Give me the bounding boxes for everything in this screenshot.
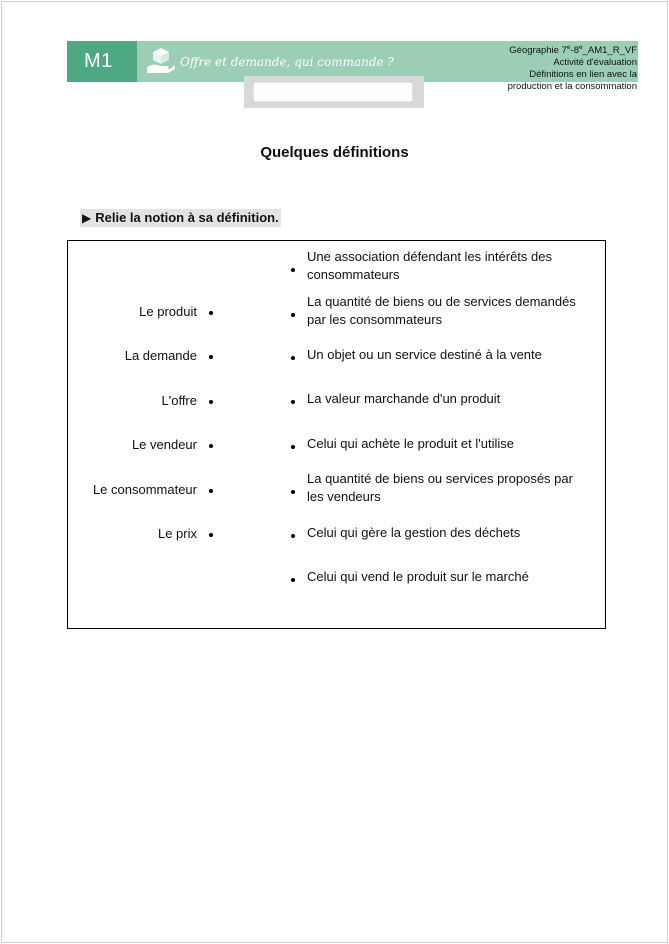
definition-gestion-dechets: Celui qui gère la gestion des déchets xyxy=(307,525,521,540)
definition-quantite-proposee: La quantité de biens ou services proposés par les vendeurs xyxy=(307,471,573,504)
definition-dot[interactable] xyxy=(291,534,295,538)
page-title: Quelques définitions xyxy=(260,144,409,161)
definition-dot[interactable] xyxy=(291,445,295,449)
definition-dot[interactable] xyxy=(291,400,295,404)
definition-dot[interactable] xyxy=(291,268,295,272)
notion-prix: Le prix xyxy=(157,526,197,541)
meta-activity: Activité d'évaluation xyxy=(553,57,637,69)
notion-dot[interactable] xyxy=(209,444,213,448)
name-field xyxy=(252,81,414,103)
definition-vend-marche: Celui qui vend le produit sur le marché xyxy=(307,569,529,584)
definition-dot[interactable] xyxy=(291,313,295,317)
definition-objet-service: Un objet ou un service destiné à la vente xyxy=(307,347,542,362)
notion-consommateur: Le consommateur xyxy=(92,482,197,497)
notion-dot[interactable] xyxy=(209,400,213,404)
instruction xyxy=(80,209,281,227)
notion-offre: L'offre xyxy=(161,393,197,408)
meta-topic-2: production et la consommation xyxy=(507,81,637,93)
cube-hand-icon xyxy=(146,46,176,74)
definition-quantite-demandee: La quantité de biens ou de services demandés par les consommateurs xyxy=(307,294,576,327)
definition-dot[interactable] xyxy=(291,578,295,582)
meta-topic-1: Définitions en lien avec la xyxy=(529,69,637,81)
notion-dot[interactable] xyxy=(209,533,213,537)
document-meta xyxy=(508,42,637,93)
notion-demande: La demande xyxy=(124,348,197,363)
matching-box xyxy=(67,240,606,629)
triangle-bullet-icon: ▶ xyxy=(82,211,92,225)
notion-dot[interactable] xyxy=(209,355,213,359)
theme-title: Offre et demande, qui commande ? xyxy=(180,55,394,69)
notion-vendeur: Le vendeur xyxy=(131,437,197,452)
notion-produit: Le produit xyxy=(139,304,197,319)
module-label: M1 xyxy=(84,50,113,72)
notion-dot[interactable] xyxy=(209,489,213,493)
definition-dot[interactable] xyxy=(291,356,295,360)
definition-valeur-marchande: La valeur marchande d'un produit xyxy=(307,391,501,406)
definition-dot[interactable] xyxy=(291,490,295,494)
name-field-strip xyxy=(244,76,424,108)
instruction-text: Relie la notion à sa définition. xyxy=(95,210,279,225)
definition-association: Une association défendant les intérêts des consommateurs xyxy=(307,249,552,282)
definition-achete-utilise: Celui qui achète le produit et l'utilise xyxy=(307,436,514,451)
notion-dot[interactable] xyxy=(209,311,213,315)
meta-course: Géographie 7e-8e_AM1_R_VF xyxy=(509,44,637,57)
